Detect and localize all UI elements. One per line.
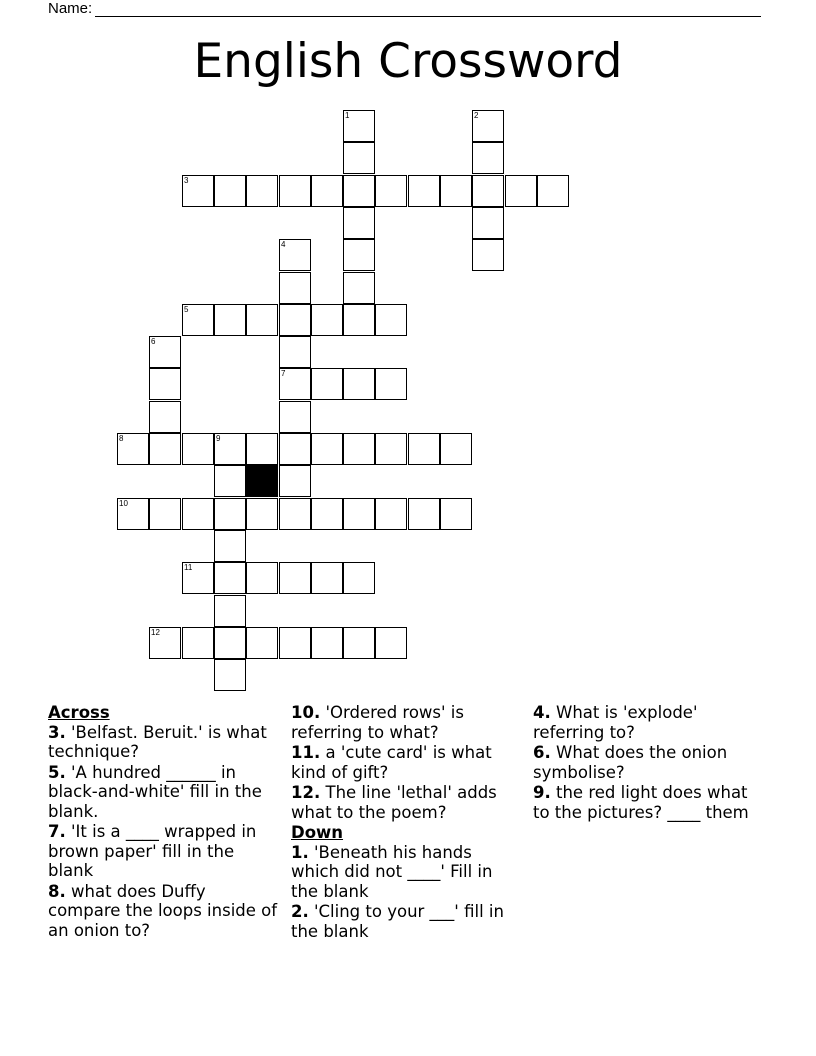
grid-cell[interactable] (311, 368, 343, 400)
grid-cell[interactable] (246, 304, 278, 336)
cell-number: 11 (184, 563, 193, 572)
grid-cell[interactable] (279, 368, 311, 400)
grid-cell[interactable] (440, 498, 472, 530)
grid-cell[interactable] (472, 142, 504, 174)
cell-number: 6 (151, 337, 156, 346)
clue-across-12 (291, 783, 523, 822)
clue-across-8 (48, 882, 280, 941)
clue-down-1 (291, 843, 523, 902)
cell-number: 5 (184, 305, 189, 314)
clue-text: the red light does what to the pictures? ____ them (533, 783, 749, 822)
grid-cell[interactable] (311, 175, 343, 207)
clue-text: What is 'explode' referring to? (533, 703, 698, 742)
cell-number: 4 (281, 240, 286, 249)
grid-cell[interactable] (214, 562, 246, 594)
grid-cell[interactable] (182, 627, 214, 659)
grid-cell[interactable] (343, 304, 375, 336)
grid-cell[interactable] (214, 530, 246, 562)
grid-cell[interactable] (343, 498, 375, 530)
clue-text: what does Duffy compare the loops inside of an onion to? (48, 881, 278, 940)
cell-number: 12 (151, 628, 160, 637)
grid-cell[interactable] (343, 627, 375, 659)
clues-column-3 (533, 703, 765, 823)
clue-number: 4. (533, 703, 551, 722)
grid-cell[interactable] (343, 433, 375, 465)
clue-down-6 (533, 743, 765, 782)
clue-text: 'Belfast. Beruit.' is what technique? (48, 722, 267, 761)
grid-cell[interactable] (375, 304, 407, 336)
grid-cell[interactable] (440, 433, 472, 465)
clue-down-9 (533, 783, 765, 822)
clue-text: 'It is a ____ wrapped in brown paper' fill in the blank (48, 822, 257, 880)
grid-cell[interactable] (182, 498, 214, 530)
cell-number: 3 (184, 176, 189, 185)
down-heading: Down (291, 823, 344, 842)
grid-cell[interactable] (149, 627, 181, 659)
clue-text: 'A hundred ______ in black-and-white' fill in the blank. (48, 762, 262, 821)
grid-cell[interactable] (279, 239, 311, 271)
grid-cell[interactable] (279, 498, 311, 530)
grid-cell[interactable] (246, 562, 278, 594)
grid-cell[interactable] (117, 433, 149, 465)
grid-cell[interactable] (149, 368, 181, 400)
cell-number: 7 (281, 369, 286, 378)
grid-cell[interactable] (279, 304, 311, 336)
grid-cell[interactable] (214, 627, 246, 659)
clue-number: 8. (48, 881, 66, 901)
clue-number: 10. (291, 703, 321, 722)
grid-cell[interactable] (472, 207, 504, 239)
clue-number: 9. (533, 783, 551, 802)
grid-cell[interactable] (214, 659, 246, 691)
grid-cell[interactable] (375, 368, 407, 400)
clue-down-2 (291, 902, 523, 941)
clue-across-11 (291, 743, 523, 782)
clue-number: 1. (291, 842, 309, 862)
grid-cell[interactable] (343, 207, 375, 239)
clue-text: 'Cling to your ___' fill in the blank (291, 902, 504, 941)
grid-cell[interactable] (537, 175, 569, 207)
grid-cell[interactable] (149, 498, 181, 530)
grid-cell[interactable] (343, 272, 375, 304)
grid-cell[interactable] (343, 368, 375, 400)
grid-cell[interactable] (279, 465, 311, 497)
grid-cell[interactable] (149, 401, 181, 433)
cell-number: 10 (119, 499, 128, 508)
grid-cell[interactable] (279, 175, 311, 207)
grid-cell[interactable] (246, 498, 278, 530)
grid-cell[interactable] (375, 627, 407, 659)
grid-cell[interactable] (149, 433, 181, 465)
cell-number: 8 (119, 434, 124, 443)
clue-number: 2. (291, 902, 309, 921)
clue-across-7 (48, 822, 280, 881)
clue-number: 3. (48, 722, 66, 742)
grid-cell[interactable] (375, 498, 407, 530)
grid-cell[interactable] (246, 175, 278, 207)
grid-cell[interactable] (182, 562, 214, 594)
grid-cell[interactable] (472, 175, 504, 207)
grid-cell[interactable] (375, 433, 407, 465)
grid-cell[interactable] (343, 142, 375, 174)
clue-text: 'Ordered rows' is referring to what? (291, 703, 464, 742)
clue-text: 'Beneath his hands which did not ____' Fill in the blank (291, 842, 493, 901)
grid-cell[interactable] (279, 627, 311, 659)
grid-cell[interactable] (408, 433, 440, 465)
grid-cell[interactable] (311, 304, 343, 336)
clue-across-10 (291, 703, 523, 742)
clue-text: What does the onion symbolise? (533, 743, 728, 782)
grid-cell[interactable] (343, 175, 375, 207)
grid-cell[interactable] (472, 110, 504, 142)
grid-cell[interactable] (343, 562, 375, 594)
grid-cell[interactable] (408, 498, 440, 530)
grid-cell[interactable] (182, 175, 214, 207)
grid-cell[interactable] (311, 562, 343, 594)
clue-text: The line 'lethal' adds what to the poem? (291, 783, 497, 822)
clue-across-3 (48, 723, 280, 762)
clue-number: 11. (291, 743, 321, 762)
across-heading: Across (48, 703, 110, 722)
grid-cell[interactable] (214, 304, 246, 336)
clue-across-5 (48, 763, 280, 822)
grid-cell[interactable] (343, 110, 375, 142)
grid-cell[interactable] (440, 175, 472, 207)
clue-number: 6. (533, 743, 551, 762)
grid-cell[interactable] (214, 498, 246, 530)
grid-cell[interactable] (246, 433, 278, 465)
grid-cell[interactable] (311, 498, 343, 530)
cell-number: 2 (474, 111, 479, 120)
grid-cell[interactable] (182, 304, 214, 336)
grid-cell[interactable] (279, 433, 311, 465)
grid-cell[interactable] (149, 336, 181, 368)
grid-cell[interactable] (214, 595, 246, 627)
grid-cell[interactable] (311, 627, 343, 659)
grid-cell[interactable] (246, 627, 278, 659)
clue-number: 12. (291, 783, 321, 802)
clue-number: 7. (48, 822, 66, 841)
grid-cell[interactable] (117, 498, 149, 530)
grid-cell[interactable] (408, 175, 440, 207)
grid-cell[interactable] (182, 433, 214, 465)
page-title: English Crossword (193, 34, 623, 89)
grid-cell[interactable] (279, 562, 311, 594)
grid-cell[interactable] (279, 336, 311, 368)
grid-cell[interactable] (214, 465, 246, 497)
grid-cell[interactable] (279, 401, 311, 433)
grid-cell[interactable] (214, 175, 246, 207)
cell-number: 9 (216, 434, 221, 443)
name-label: Name: (48, 0, 93, 17)
clue-text: a 'cute card' is what kind of gift? (291, 743, 492, 782)
grid-cell[interactable] (505, 175, 537, 207)
grid-black-cell (246, 465, 278, 497)
cell-number: 1 (345, 111, 350, 120)
grid-cell[interactable] (375, 175, 407, 207)
grid-cell[interactable] (343, 239, 375, 271)
clues-column-1 (48, 703, 280, 941)
grid-cell[interactable] (472, 239, 504, 271)
clues-column-2 (291, 703, 523, 942)
grid-cell[interactable] (311, 433, 343, 465)
clue-number: 5. (48, 762, 66, 782)
grid-cell[interactable] (214, 433, 246, 465)
grid-cell[interactable] (279, 272, 311, 304)
clue-down-4 (533, 703, 765, 742)
